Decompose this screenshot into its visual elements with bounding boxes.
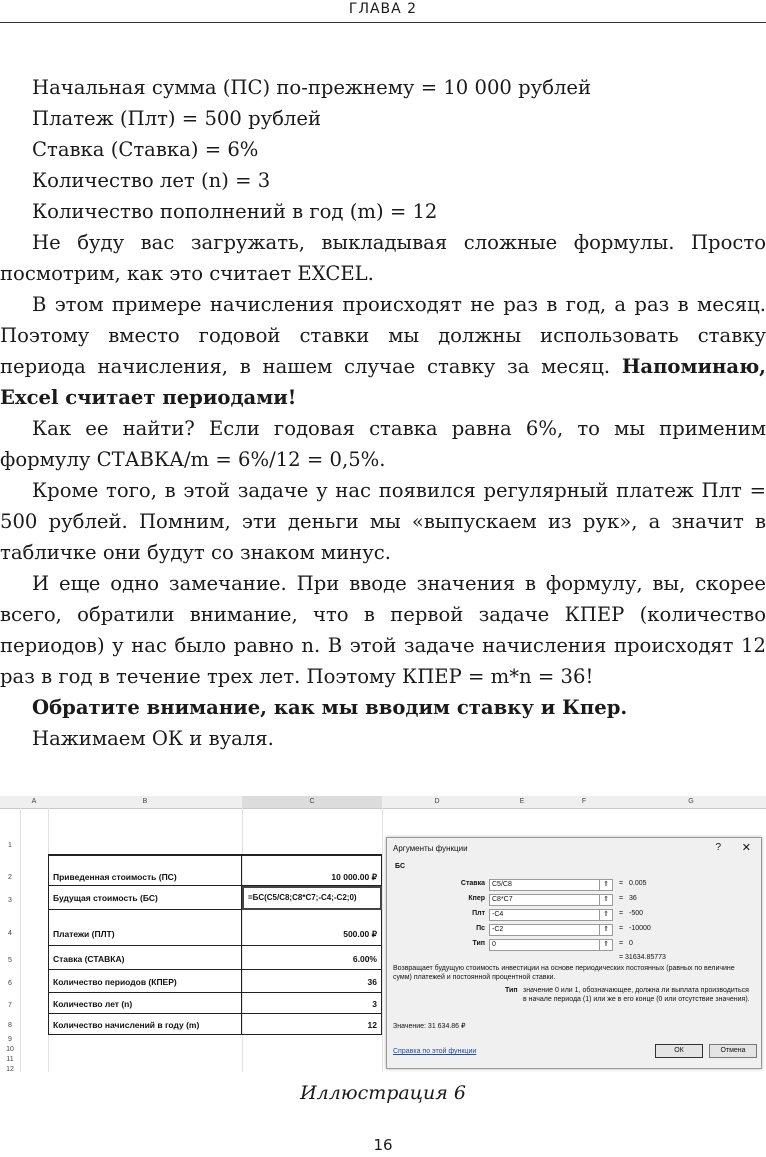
paragraph-attention-bold: Обратите внимание, как мы вводим ставку и Кпер. (32, 696, 628, 719)
type-arg-label: Тип (505, 987, 518, 994)
value-rate[interactable]: 6.00% (242, 946, 382, 970)
paragraph-replenishments: Количество пополнений в год (m) = 12 (32, 200, 438, 223)
paragraph-nper: И еще одно замечание. При вводе значения в формулу, вы, скорее всего, обратили внимание, что в первой задаче КПЕР (количество периодов) у нас было равно n. В этой задаче начисления происходят 12 раз в год в течение трех лет. Поэтому КПЕР = m*n = 36! (0, 572, 766, 688)
arg-input-pv[interactable]: -C2 (489, 924, 601, 936)
col-header-d[interactable]: D (382, 796, 492, 809)
collapse-dialog-icon[interactable]: ⇑ (599, 909, 613, 921)
function-name: БС (395, 863, 405, 870)
value-years[interactable]: 3 (242, 993, 382, 1014)
arg-label-rate: Ставка (460, 880, 485, 887)
figure-caption: Иллюстрация 6 (300, 1082, 466, 1104)
arg-label-pv: Пс (476, 925, 485, 932)
gridline (20, 808, 21, 1072)
ok-button[interactable]: ОК (655, 1044, 703, 1058)
arg-label-pmt: Плт (472, 910, 485, 917)
col-header-g[interactable]: G (616, 796, 766, 809)
arg-equals: = (619, 940, 624, 947)
label-years[interactable]: Количество лет (n) (48, 993, 242, 1014)
paragraph-initial-sum: Начальная сумма (ПС) по-прежнему = 10 000 рублей (32, 76, 592, 99)
value-pv[interactable]: 10 000.00 ₽ (242, 855, 382, 886)
header-rule (0, 22, 766, 23)
paragraph-periods-text: В этом примере начисления происходят не раз в год, а раз в месяц. Поэтому вместо годовой ставки мы должны использовать ставку периода начисления, в нашем случае ставку за месяц. (0, 293, 766, 378)
function-help-link[interactable]: Справка по этой функции (393, 1048, 477, 1055)
value-nper[interactable]: 36 (242, 970, 382, 993)
paragraph-attention (0, 692, 766, 723)
col-header-e[interactable]: E (492, 796, 552, 809)
row-header[interactable]: 3 (8, 897, 12, 904)
label-rate[interactable]: Ставка (СТАВКА) (48, 946, 242, 970)
function-result: = 31634.85773 (619, 954, 666, 961)
body-text (0, 72, 766, 754)
arg-equals: = (619, 895, 624, 902)
arg-input-pmt[interactable]: -C4 (489, 909, 601, 921)
row-header[interactable]: 7 (8, 1002, 12, 1009)
label-fv[interactable]: Будущая стоимость (БС) (48, 886, 242, 910)
arg-input-nper[interactable]: C8*C7 (489, 894, 601, 906)
paragraph-rate: Ставка (Ставка) = 6% (32, 138, 259, 161)
arg-result-pv: -10000 (629, 925, 651, 932)
row-header[interactable]: 8 (8, 1022, 12, 1029)
arg-input-rate[interactable]: C5/C8 (489, 879, 601, 891)
type-arg-description: значение 0 или 1, обозначающее, должна ли выплата производиться в начале периода (1) или же в его конце (0 или отсутствие значения). (523, 987, 750, 1003)
arg-equals: = (619, 880, 624, 887)
row-header[interactable]: 1 (8, 842, 12, 849)
arg-result-pmt: -500 (629, 910, 644, 917)
value-m[interactable]: 12 (242, 1014, 382, 1035)
paragraph-periods-bold: Напоминаю, Excel считает периодами! (0, 355, 766, 409)
collapse-dialog-icon[interactable]: ⇑ (599, 924, 613, 936)
value-fv-formula[interactable]: =БС(C5/C8;C8*C7;-C4;-C2;0) (242, 886, 382, 910)
row-header[interactable]: 6 (8, 980, 12, 987)
gridline (382, 808, 383, 1072)
row-header[interactable]: 2 (8, 874, 12, 881)
collapse-dialog-icon[interactable]: ⇑ (599, 879, 613, 891)
col-header-c[interactable]: C (242, 796, 382, 809)
function-arguments-dialog (386, 837, 762, 1069)
cancel-button[interactable]: Отмена (709, 1044, 757, 1058)
collapse-dialog-icon[interactable]: ⇑ (599, 939, 613, 951)
arg-result-type: 0 (629, 940, 633, 947)
arg-input-type[interactable]: 0 (489, 939, 601, 951)
col-header-b[interactable]: B (48, 796, 242, 809)
paragraph-periods (0, 289, 766, 413)
label-pmt[interactable]: Платежи (ПЛТ) (48, 910, 242, 946)
row-header[interactable]: 9 (8, 1036, 12, 1043)
row-header[interactable]: 5 (8, 957, 12, 964)
arg-result-nper: 36 (629, 895, 637, 902)
label-pv[interactable]: Приведенная стоимость (ПС) (48, 855, 242, 886)
col-header-a[interactable]: A (20, 796, 48, 809)
collapse-dialog-icon[interactable]: ⇑ (599, 894, 613, 906)
arg-result-rate: 0.005 (629, 880, 647, 887)
arg-label-nper: Кпер (468, 895, 485, 902)
paragraph-ok: Нажимаем ОК и вуаля. (32, 727, 274, 750)
label-m[interactable]: Количество начислений в году (m) (48, 1014, 242, 1035)
paragraph-payment: Платеж (Плт) = 500 рублей (32, 107, 322, 130)
excel-screenshot (0, 796, 766, 1072)
row-header[interactable]: 10 (6, 1046, 14, 1053)
dialog-title: Аргументы функции (393, 844, 468, 853)
arg-equals: = (619, 925, 624, 932)
paragraph-regular-payment: Кроме того, в этой задаче у нас появился регулярный платеж Плт = 500 рублей. Помним, эти деньги мы «выпускаем из рук», а значит в табличке они будут со знаком минус. (0, 479, 766, 564)
paragraph-years: Количество лет (n) = 3 (32, 169, 271, 192)
arg-label-type: Тип (472, 940, 485, 947)
function-description: Возвращает будущую стоимость инвестиции на основе периодических постоянных (равных по величине сумм) платежей и постоянной процентной ставки. (393, 965, 735, 981)
page-number: 16 (373, 1136, 393, 1154)
running-header: ГЛАВА 2 (348, 1, 418, 17)
value-pmt[interactable]: 500.00 ₽ (242, 910, 382, 946)
row-header[interactable]: 12 (6, 1066, 14, 1072)
row-header[interactable]: 11 (6, 1056, 14, 1063)
close-icon[interactable]: ✕ (741, 842, 751, 854)
help-icon[interactable]: ? (715, 842, 721, 853)
formula-value: Значение: 31 634.86 ₽ (393, 1023, 466, 1030)
arg-equals: = (619, 910, 624, 917)
paragraph-rate-formula: Как ее найти? Если годовая ставка равна 6%, то мы применим формулу СТАВКА/m = 6%/12 = 0,5%. (0, 417, 766, 471)
label-nper[interactable]: Количество периодов (КПЕР) (48, 970, 242, 993)
row-header[interactable]: 4 (8, 930, 12, 937)
col-header-f[interactable]: F (552, 796, 616, 809)
paragraph-excel-intro: Не буду вас загружать, выкладывая сложные формулы. Просто посмотрим, как это считает EXCEL. (0, 231, 766, 285)
